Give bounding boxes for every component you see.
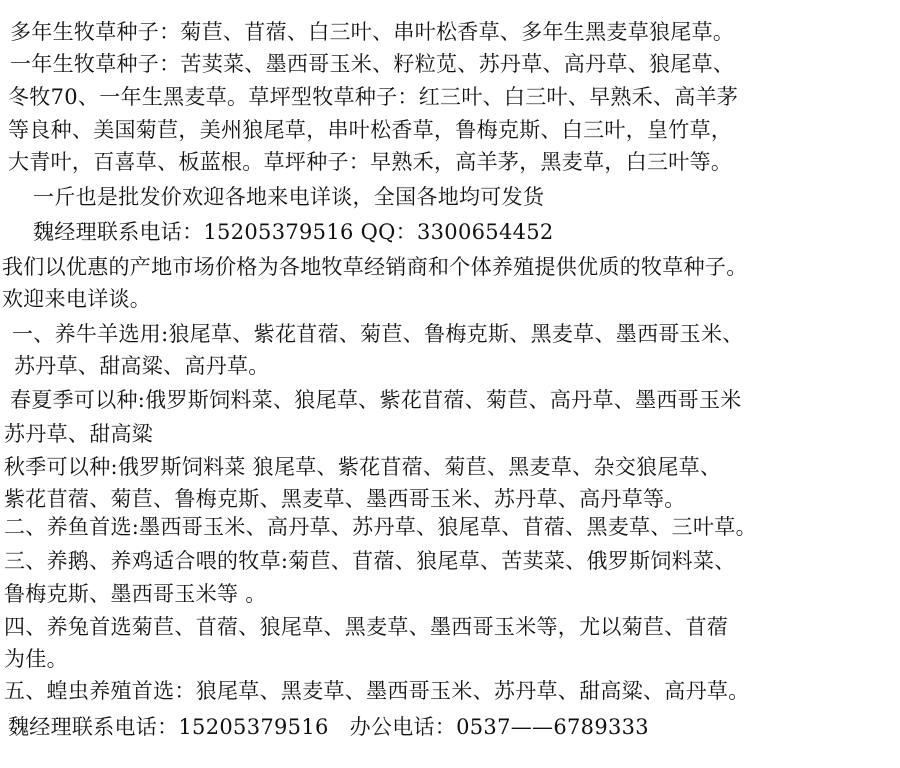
contact-line-bottom: 魏经理联系电话：15205379516 办公电话：0537——6789333 — [8, 715, 649, 739]
text-line-spring-summer-cont: 苏丹草、甜高粱 — [4, 422, 154, 446]
text-line-spring-summer: 春夏季可以种:俄罗斯饲料菜、狼尾草、紫花苜蓿、菊苣、高丹草、墨西哥玉米 — [10, 388, 742, 412]
text-line-autumn-cont: 紫花苜蓿、菊苣、鲁梅克斯、黑麦草、墨西哥玉米、苏丹草、高丹草等。 — [4, 487, 686, 511]
text-line-wholesale: 一斤也是批发价欢迎各地来电详谈，全国各地均可发货 — [33, 185, 545, 209]
contact-line-top: 魏经理联系电话：15205379516 QQ：3300654452 — [33, 220, 554, 244]
text-line-varieties: 等良种、美国菊苣，美州狼尾草，串叶松香草，鲁梅克斯、白三叶，皇竹草， — [8, 118, 733, 142]
text-line-rabbit: 四、养兔首选菊苣、苜蓿、狼尾草、黑麦草、墨西哥玉米等，尤以菊苣、苜蓿 — [4, 615, 729, 639]
text-line-lawn-grass: 大青叶，百喜草、板蓝根。草坪种子：早熟禾，高羊茅，黑麦草，白三叶等。 — [8, 150, 733, 174]
text-line-cattle-sheep: 一、养牛羊选用:狼尾草、紫花苜蓿、菊苣、鲁梅克斯、黑麦草、墨西哥玉米、 — [12, 322, 744, 346]
text-line-welcome: 欢迎来电详谈。 — [2, 287, 152, 311]
text-line-lawn-seeds: 冬牧70、一年生黑麦草。草坪型牧草种子：红三叶、白三叶、早熟禾、高羊茅 — [8, 85, 739, 109]
text-line-autumn: 秋季可以种:俄罗斯饲料菜 狼尾草、紫花苜蓿、菊苣、黑麦草、杂交狼尾草、 — [4, 455, 722, 479]
text-line-intro: 我们以优惠的产地市场价格为各地牧草经销商和个体养殖提供优质的牧草种子。 — [2, 255, 748, 279]
text-line-locust: 五、蝗虫养殖首选：狼尾草、黑麦草、墨西哥玉米、苏丹草、甜高粱、高丹草。 — [4, 679, 750, 703]
text-line-annual-seeds: 一年生牧草种子：苦荬菜、墨西哥玉米、籽粒苋、苏丹草、高丹草、狼尾草、 — [10, 52, 735, 76]
text-line-cattle-sheep-cont: 苏丹草、甜高粱、高丹草。 — [14, 354, 270, 378]
text-line-perennial-seeds: 多年生牧草种子：菊苣、苜蓿、白三叶、串叶松香草、多年生黑麦草狼尾草。 — [10, 20, 735, 44]
text-line-goose-chicken-cont: 鲁梅克斯、墨西哥玉米等 。 — [4, 582, 267, 606]
text-line-goose-chicken: 三、养鹅、养鸡适合喂的牧草:菊苣、苜蓿、狼尾草、苦荬菜、俄罗斯饲料菜、 — [4, 549, 736, 573]
text-line-rabbit-cont: 为佳。 — [4, 647, 68, 671]
text-line-fish: 二、养鱼首选:墨西哥玉米、高丹草、苏丹草、狼尾草、苜蓿、黑麦草、三叶草。 — [4, 515, 757, 539]
